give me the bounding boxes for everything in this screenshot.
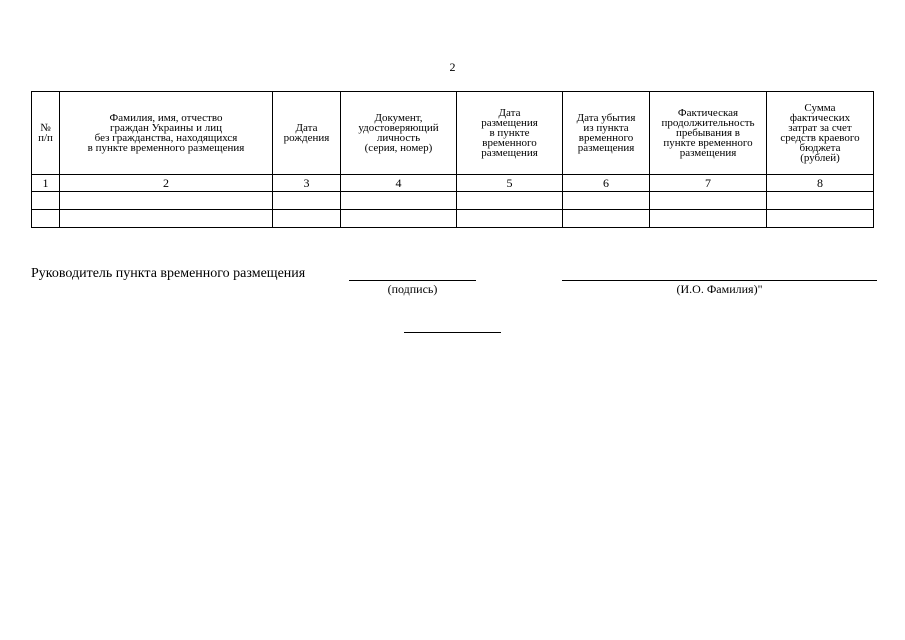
name-line[interactable] — [562, 280, 877, 281]
column-number-cell: 2 — [60, 175, 273, 192]
table-cell[interactable] — [60, 192, 273, 210]
table-cell[interactable] — [32, 210, 60, 228]
table-cell[interactable] — [341, 192, 457, 210]
column-number-cell: 7 — [650, 175, 767, 192]
column-number-cell: 3 — [273, 175, 341, 192]
table-cell[interactable] — [273, 192, 341, 210]
table-cell[interactable] — [650, 210, 767, 228]
column-number-cell: 1 — [32, 175, 60, 192]
column-number-cell: 4 — [341, 175, 457, 192]
table-cell[interactable] — [457, 192, 563, 210]
table-cell[interactable] — [767, 192, 874, 210]
header-departure-date: Дата убытия из пункта временного размещения — [563, 92, 650, 175]
column-number-cell: 5 — [457, 175, 563, 192]
table-cell[interactable] — [457, 210, 563, 228]
header-stay-duration: Фактическая продолжительность пребывания в пункте временного размещения — [650, 92, 767, 175]
header-placement-date: Дата размещения в пункте временного размещения — [457, 92, 563, 175]
table-cell[interactable] — [32, 192, 60, 210]
signature-caption: (подпись) — [387, 282, 438, 296]
table-cell[interactable] — [563, 210, 650, 228]
name-caption: (И.О. Фамилия)" — [676, 282, 763, 296]
header-number: № п/п — [32, 92, 60, 175]
table-cell[interactable] — [767, 210, 874, 228]
table-cell[interactable] — [650, 192, 767, 210]
signature-block — [31, 266, 881, 306]
signature-label: Руководитель пункта временного размещения — [31, 266, 306, 281]
end-separator-line — [404, 332, 501, 333]
column-number-row — [32, 175, 874, 192]
header-full-name: Фамилия, имя, отчество граждан Украины и лиц без гражданства, находящихся в пункте временного размещения — [60, 92, 273, 175]
page-number: 2 — [449, 60, 456, 74]
accommodation-register-table — [31, 91, 874, 228]
table-row — [32, 210, 874, 228]
table-cell[interactable] — [273, 210, 341, 228]
table-cell[interactable] — [341, 210, 457, 228]
column-number-cell: 6 — [563, 175, 650, 192]
header-birth-date: Дата рождения — [273, 92, 341, 175]
column-number-cell: 8 — [767, 175, 874, 192]
header-actual-costs: Сумма фактических затрат за счет средств краевого бюджета (рублей) — [767, 92, 874, 175]
table-row — [32, 192, 874, 210]
table-cell[interactable] — [60, 210, 273, 228]
header-identity-document: Документ, удостоверяющий личность (серия, номер) — [341, 92, 457, 175]
table-cell[interactable] — [563, 192, 650, 210]
table-header-row — [32, 92, 874, 175]
signature-line[interactable] — [349, 280, 476, 281]
